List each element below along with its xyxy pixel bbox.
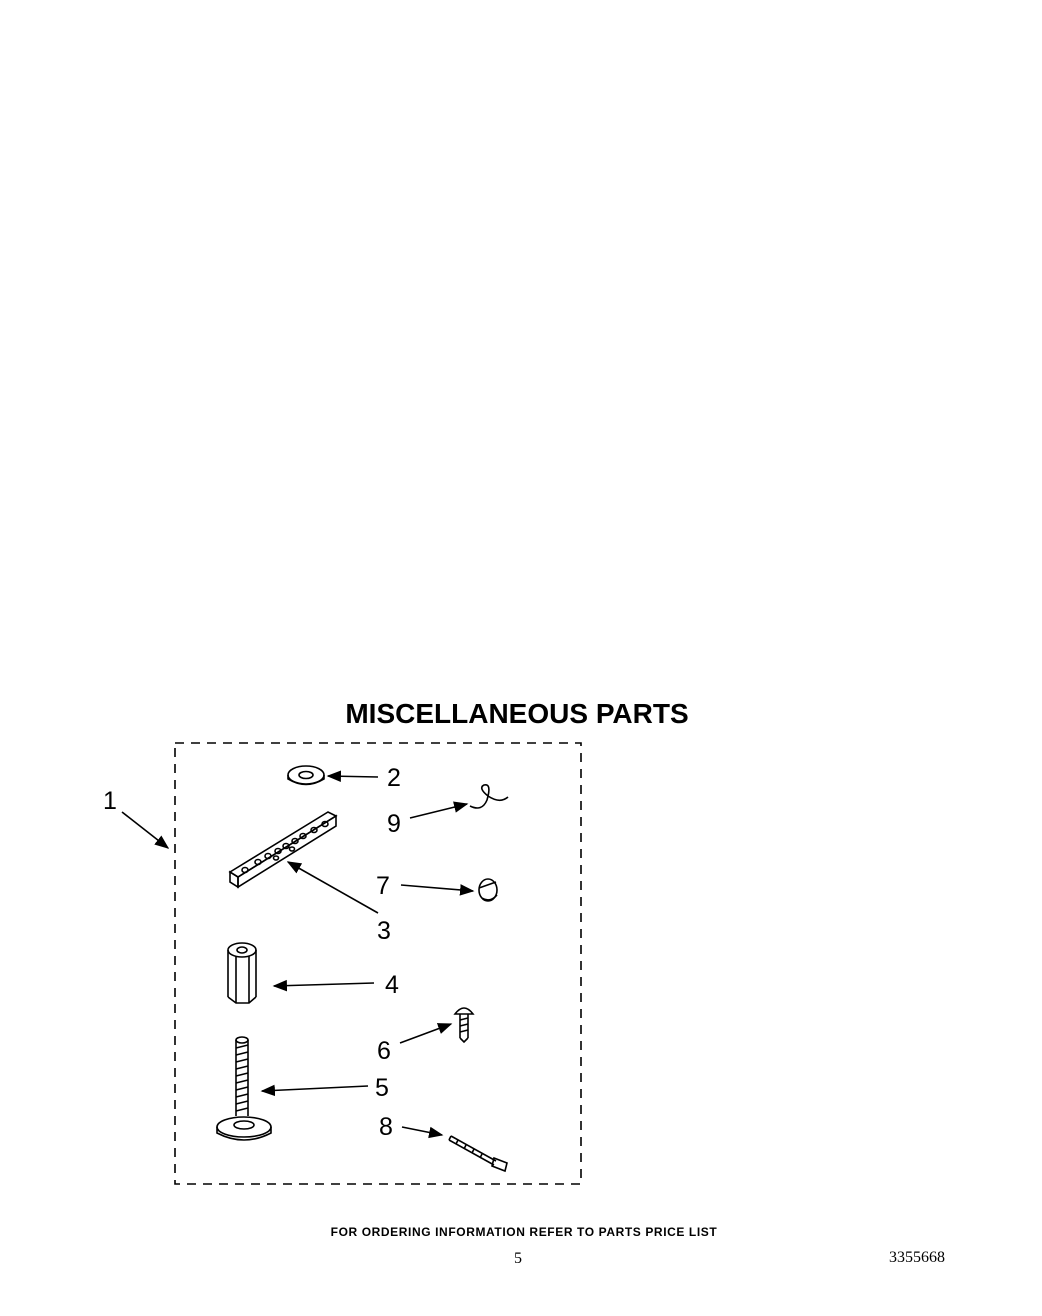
callout-6: 6 <box>377 1037 391 1065</box>
leader-line-6 <box>400 1024 451 1043</box>
hex-nut-part <box>228 943 256 1003</box>
callout-4: 4 <box>385 971 399 999</box>
ordering-note: FOR ORDERING INFORMATION REFER TO PARTS PRICE LIST <box>330 1225 718 1239</box>
washer-part <box>288 766 324 785</box>
callout-3: 3 <box>377 917 391 945</box>
leader-line-8 <box>402 1127 442 1135</box>
callout-2: 2 <box>387 764 401 792</box>
bracket-part <box>230 812 336 887</box>
leveling-leg-part <box>217 1037 271 1140</box>
leader-line-4 <box>274 983 374 986</box>
leader-line-5 <box>262 1086 368 1091</box>
bolt-part <box>449 1136 507 1171</box>
leader-line-9 <box>410 804 467 818</box>
callout-8: 8 <box>379 1113 393 1141</box>
callout-1: 1 <box>103 787 117 815</box>
leader-line-2 <box>328 776 378 777</box>
document-number: 3355668 <box>889 1249 945 1266</box>
clip-ring-part <box>479 879 497 901</box>
leader-line-3 <box>288 862 378 913</box>
callout-7: 7 <box>376 872 390 900</box>
spring-clip-part <box>470 785 508 808</box>
leader-line-1 <box>122 812 168 848</box>
screw-part <box>455 1008 473 1042</box>
leader-line-7 <box>401 885 473 891</box>
callout-5: 5 <box>375 1074 389 1102</box>
callout-9: 9 <box>387 810 401 838</box>
diagram-title: MISCELLANEOUS PARTS <box>345 698 689 729</box>
page-number: 5 <box>514 1250 522 1267</box>
